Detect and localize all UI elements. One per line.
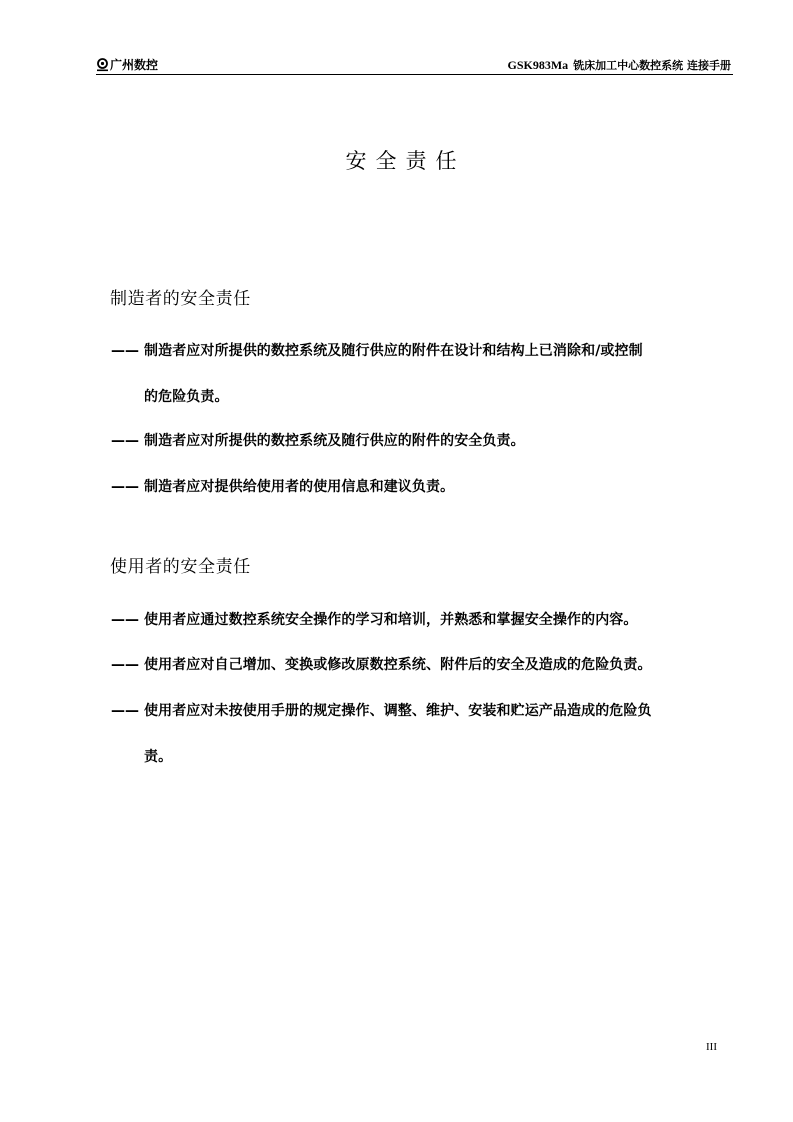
item-dash: —— — [111, 703, 139, 719]
list-item — [111, 642, 723, 688]
page-title: 安全责任 — [345, 149, 466, 173]
logo-text: 广州数控 — [110, 58, 159, 72]
page-header — [96, 56, 733, 75]
item-text-continued: 责。 — [144, 749, 173, 765]
item-text: 制造者应对所提供的数控系统及随行供应的附件在设计和结构上已消除和/或控制 — [144, 343, 643, 359]
header-manual-title — [507, 56, 731, 75]
item-dash: —— — [111, 479, 139, 495]
list-item — [111, 464, 723, 510]
item-dash: —— — [111, 612, 139, 628]
item-dash: —— — [111, 343, 139, 359]
list-item — [111, 688, 723, 780]
section-heading-manufacturer: 制造者的安全责任 — [110, 289, 251, 309]
item-dash: —— — [111, 433, 139, 449]
company-logo — [96, 56, 158, 74]
list-item — [111, 418, 723, 464]
item-text-continued: 的危险负责。 — [144, 389, 229, 405]
list-item — [111, 597, 723, 643]
item-text: 使用者应对未按使用手册的规定操作、调整、维护、安装和贮运产品造成的危险负 — [144, 703, 652, 719]
item-text: 使用者应对自己增加、变换或修改原数控系统、附件后的安全及造成的危险负责。 — [144, 657, 652, 673]
item-text: 制造者应对提供给使用者的使用信息和建议负责。 — [144, 479, 455, 495]
page-number: III — [706, 1041, 717, 1053]
section-heading-user: 使用者的安全责任 — [110, 557, 251, 577]
item-dash: —— — [111, 657, 139, 673]
list-item — [111, 328, 723, 420]
gsk-logo-icon — [96, 58, 109, 72]
header-manual-name: 铣床加工中心数控系统 连接手册 — [573, 59, 731, 72]
item-text: 使用者应通过数控系统安全操作的学习和培训，并熟悉和掌握安全操作的内容。 — [144, 612, 638, 628]
header-model: GSK983Ma — [507, 58, 569, 72]
item-text: 制造者应对所提供的数控系统及随行供应的附件的安全负责。 — [144, 433, 525, 449]
